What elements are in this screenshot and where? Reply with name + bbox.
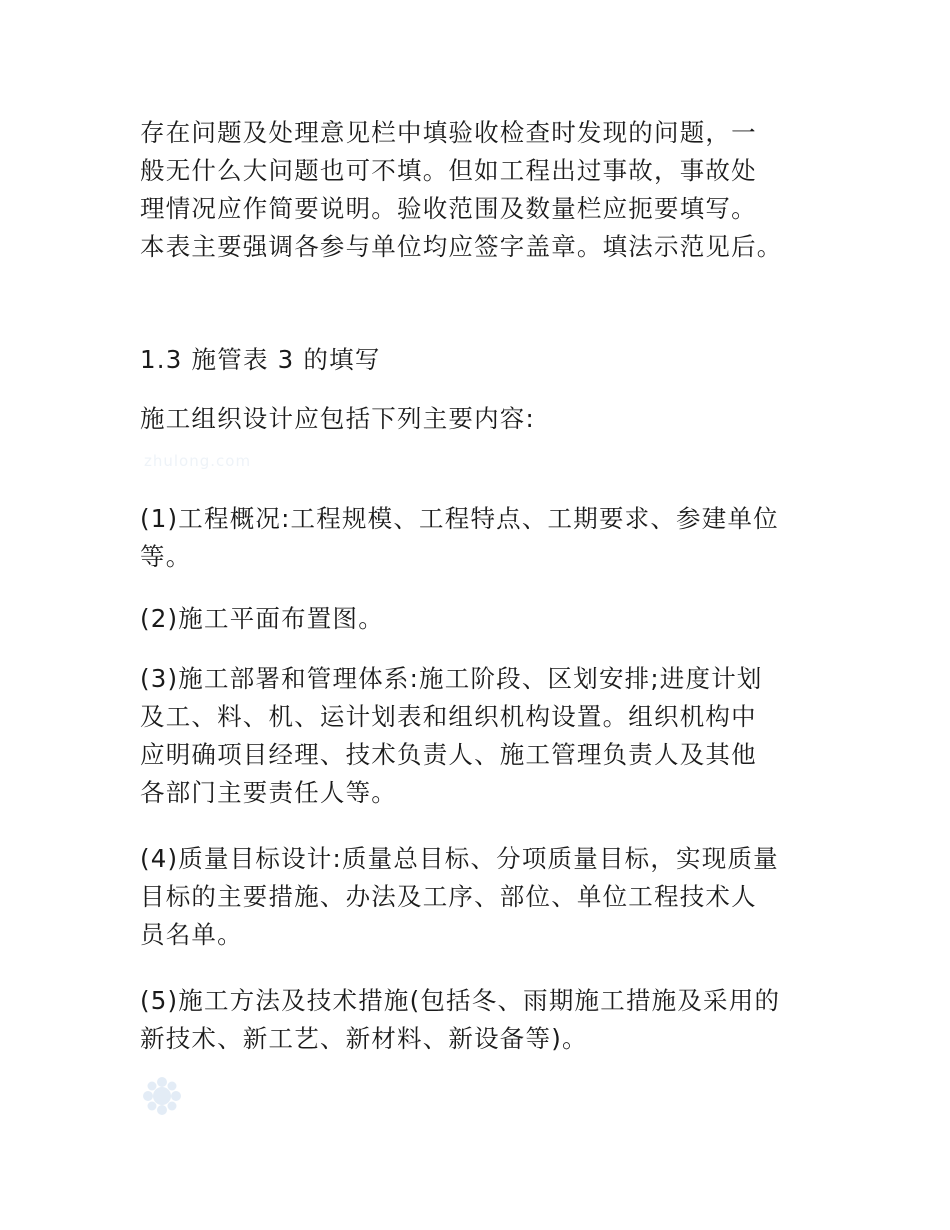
section-heading: 1.3 施管表 3 的填写 xyxy=(140,345,381,374)
list-item-line: (4)质量目标设计:质量总目标、分项质量目标，实现质量 xyxy=(140,844,779,873)
list-item-5 xyxy=(140,982,820,1058)
list-item-line: (2)施工平面布置图。 xyxy=(140,604,384,633)
intro-line: 般无什么大问题也可不填。但如工程出过事故，事故处 xyxy=(140,156,757,185)
section-lead-line: 施工组织设计应包括下列主要内容: xyxy=(140,404,535,433)
list-item-4 xyxy=(140,840,820,954)
list-item-line: 应明确项目经理、技术负责人、施工管理负责人及其他 xyxy=(140,740,757,769)
intro-line: 存在问题及处理意见栏中填验收检查时发现的问题，一 xyxy=(140,118,757,147)
list-item-line: (5)施工方法及技术措施(包括冬、雨期施工措施及采用的 xyxy=(140,986,781,1015)
list-item-line: 目标的主要措施、办法及工序、部位、单位工程技术人 xyxy=(140,882,757,911)
list-item-line: 等。 xyxy=(140,542,192,571)
watermark-logo-icon xyxy=(140,1074,184,1118)
intro-line: 本表主要强调各参与单位均应签字盖章。填法示范见后。 xyxy=(140,232,783,261)
list-item-line: 员名单。 xyxy=(140,920,243,949)
list-item-line: (1)工程概况:工程规模、工程特点、工期要求、参建单位 xyxy=(140,504,779,533)
list-item-line: 及工、料、机、运计划表和组织机构设置。组织机构中 xyxy=(140,702,757,731)
watermark-text: zhulong.com xyxy=(144,452,252,470)
list-item-line: 各部门主要责任人等。 xyxy=(140,778,397,807)
list-item-1 xyxy=(140,500,820,576)
list-item-line: (3)施工部署和管理体系:施工阶段、区划安排;进度计划 xyxy=(140,664,763,693)
intro-line: 理情况应作简要说明。验收范围及数量栏应扼要填写。 xyxy=(140,194,757,223)
list-item-line: 新技术、新工艺、新材料、新设备等)。 xyxy=(140,1024,588,1053)
list-item-2 xyxy=(140,600,820,638)
section-lead xyxy=(140,400,820,438)
list-item-3 xyxy=(140,660,820,812)
intro-paragraph xyxy=(140,114,820,266)
